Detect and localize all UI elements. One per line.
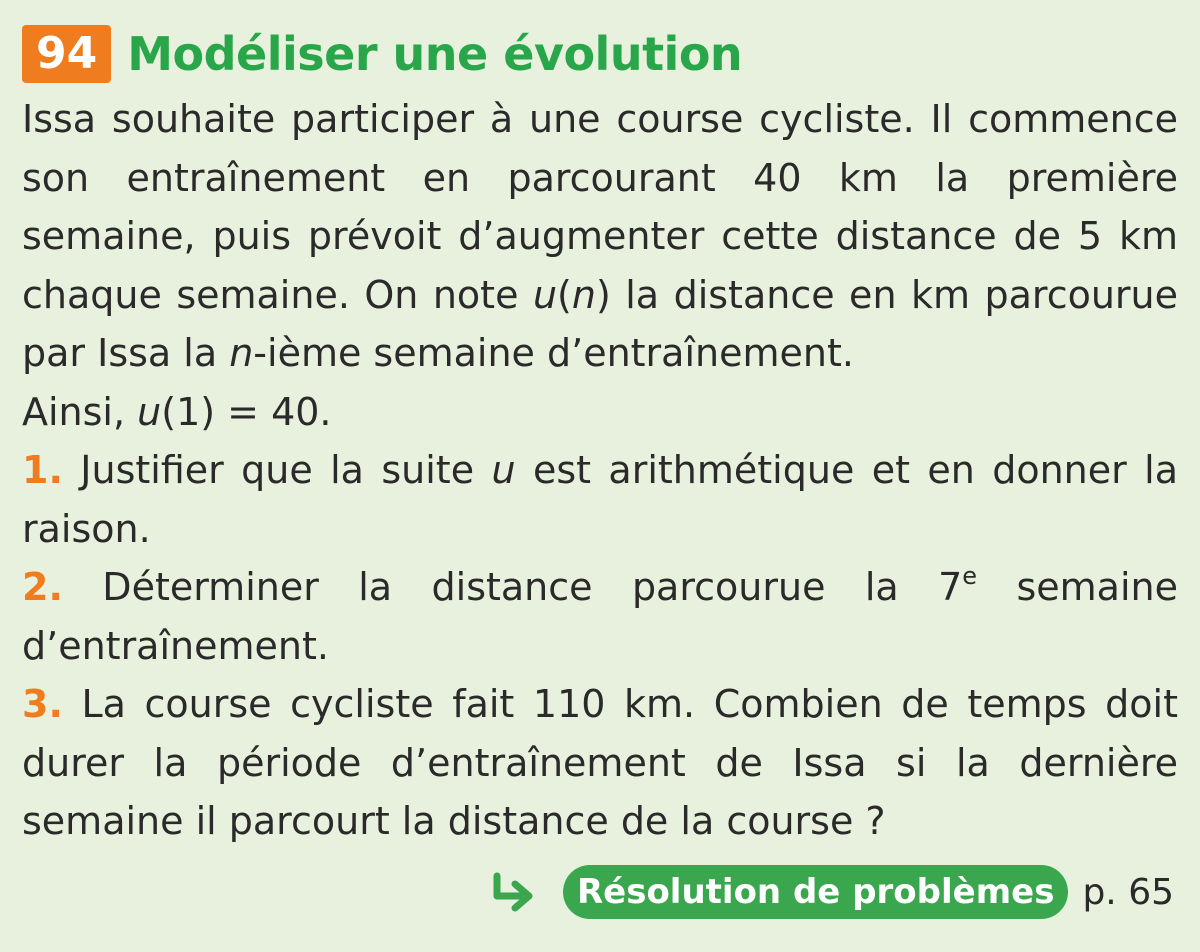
arrow-right-icon: [491, 872, 537, 912]
math-n: n: [571, 272, 596, 317]
paren-open: (: [557, 272, 572, 317]
intro-paragraph: [22, 90, 1178, 383]
question-number: 1.: [22, 448, 63, 492]
exercise-header: [22, 20, 1178, 88]
question-1: [22, 441, 1178, 558]
ainsi-line: [22, 383, 1178, 442]
math-u-ainsi: u: [137, 389, 162, 434]
question-text: Déterminer la distance parcourue la 7: [62, 565, 963, 609]
math-n-2: n: [229, 331, 254, 375]
question-number: 2.: [22, 565, 63, 609]
math-u: u: [532, 272, 558, 317]
intro-text-2: la distance en km parcourue par Issa la: [22, 272, 1179, 375]
question-2: [22, 558, 1178, 675]
question-text-end: semaine d’entraînement.: [22, 565, 1178, 668]
footer-reference: [491, 862, 1174, 922]
exercise-title: Modéliser une évolution: [127, 27, 743, 81]
ainsi-value: (1) = 40.: [161, 389, 332, 434]
page-reference: p. 65: [1082, 871, 1174, 913]
question-3: [22, 675, 1178, 851]
question-text-end: est arithmétique et en donner la raison.: [22, 448, 1179, 551]
intro-text-1: Issa souhaite participer à une course cycliste. Il commence son entraînement en parcourant 40 km la première semaine, puis prévoit d’augmenter cette distance de 5 km chaque semaine. On note: [22, 97, 1178, 317]
resolution-problemes-link[interactable]: Résolution de problèmes: [563, 865, 1068, 919]
question-text: La course cycliste fait 110 km. Combien de temps doit durer la période d’entraînement de Issa si la dernière semaine il parcourt la distance de la course ?: [22, 682, 1178, 843]
ordinal-superscript: e: [962, 562, 978, 590]
intro-text-3: -ième semaine d’entraînement.: [253, 331, 854, 375]
paren-close: ): [595, 272, 611, 317]
exercise-body: [22, 90, 1178, 851]
question-text: Justifier que la suite: [62, 448, 492, 492]
math-u-q1: u: [491, 448, 516, 492]
exercise-number-badge: 94: [22, 25, 111, 83]
question-number: 3.: [22, 682, 63, 726]
ainsi-prefix: Ainsi,: [22, 389, 138, 434]
